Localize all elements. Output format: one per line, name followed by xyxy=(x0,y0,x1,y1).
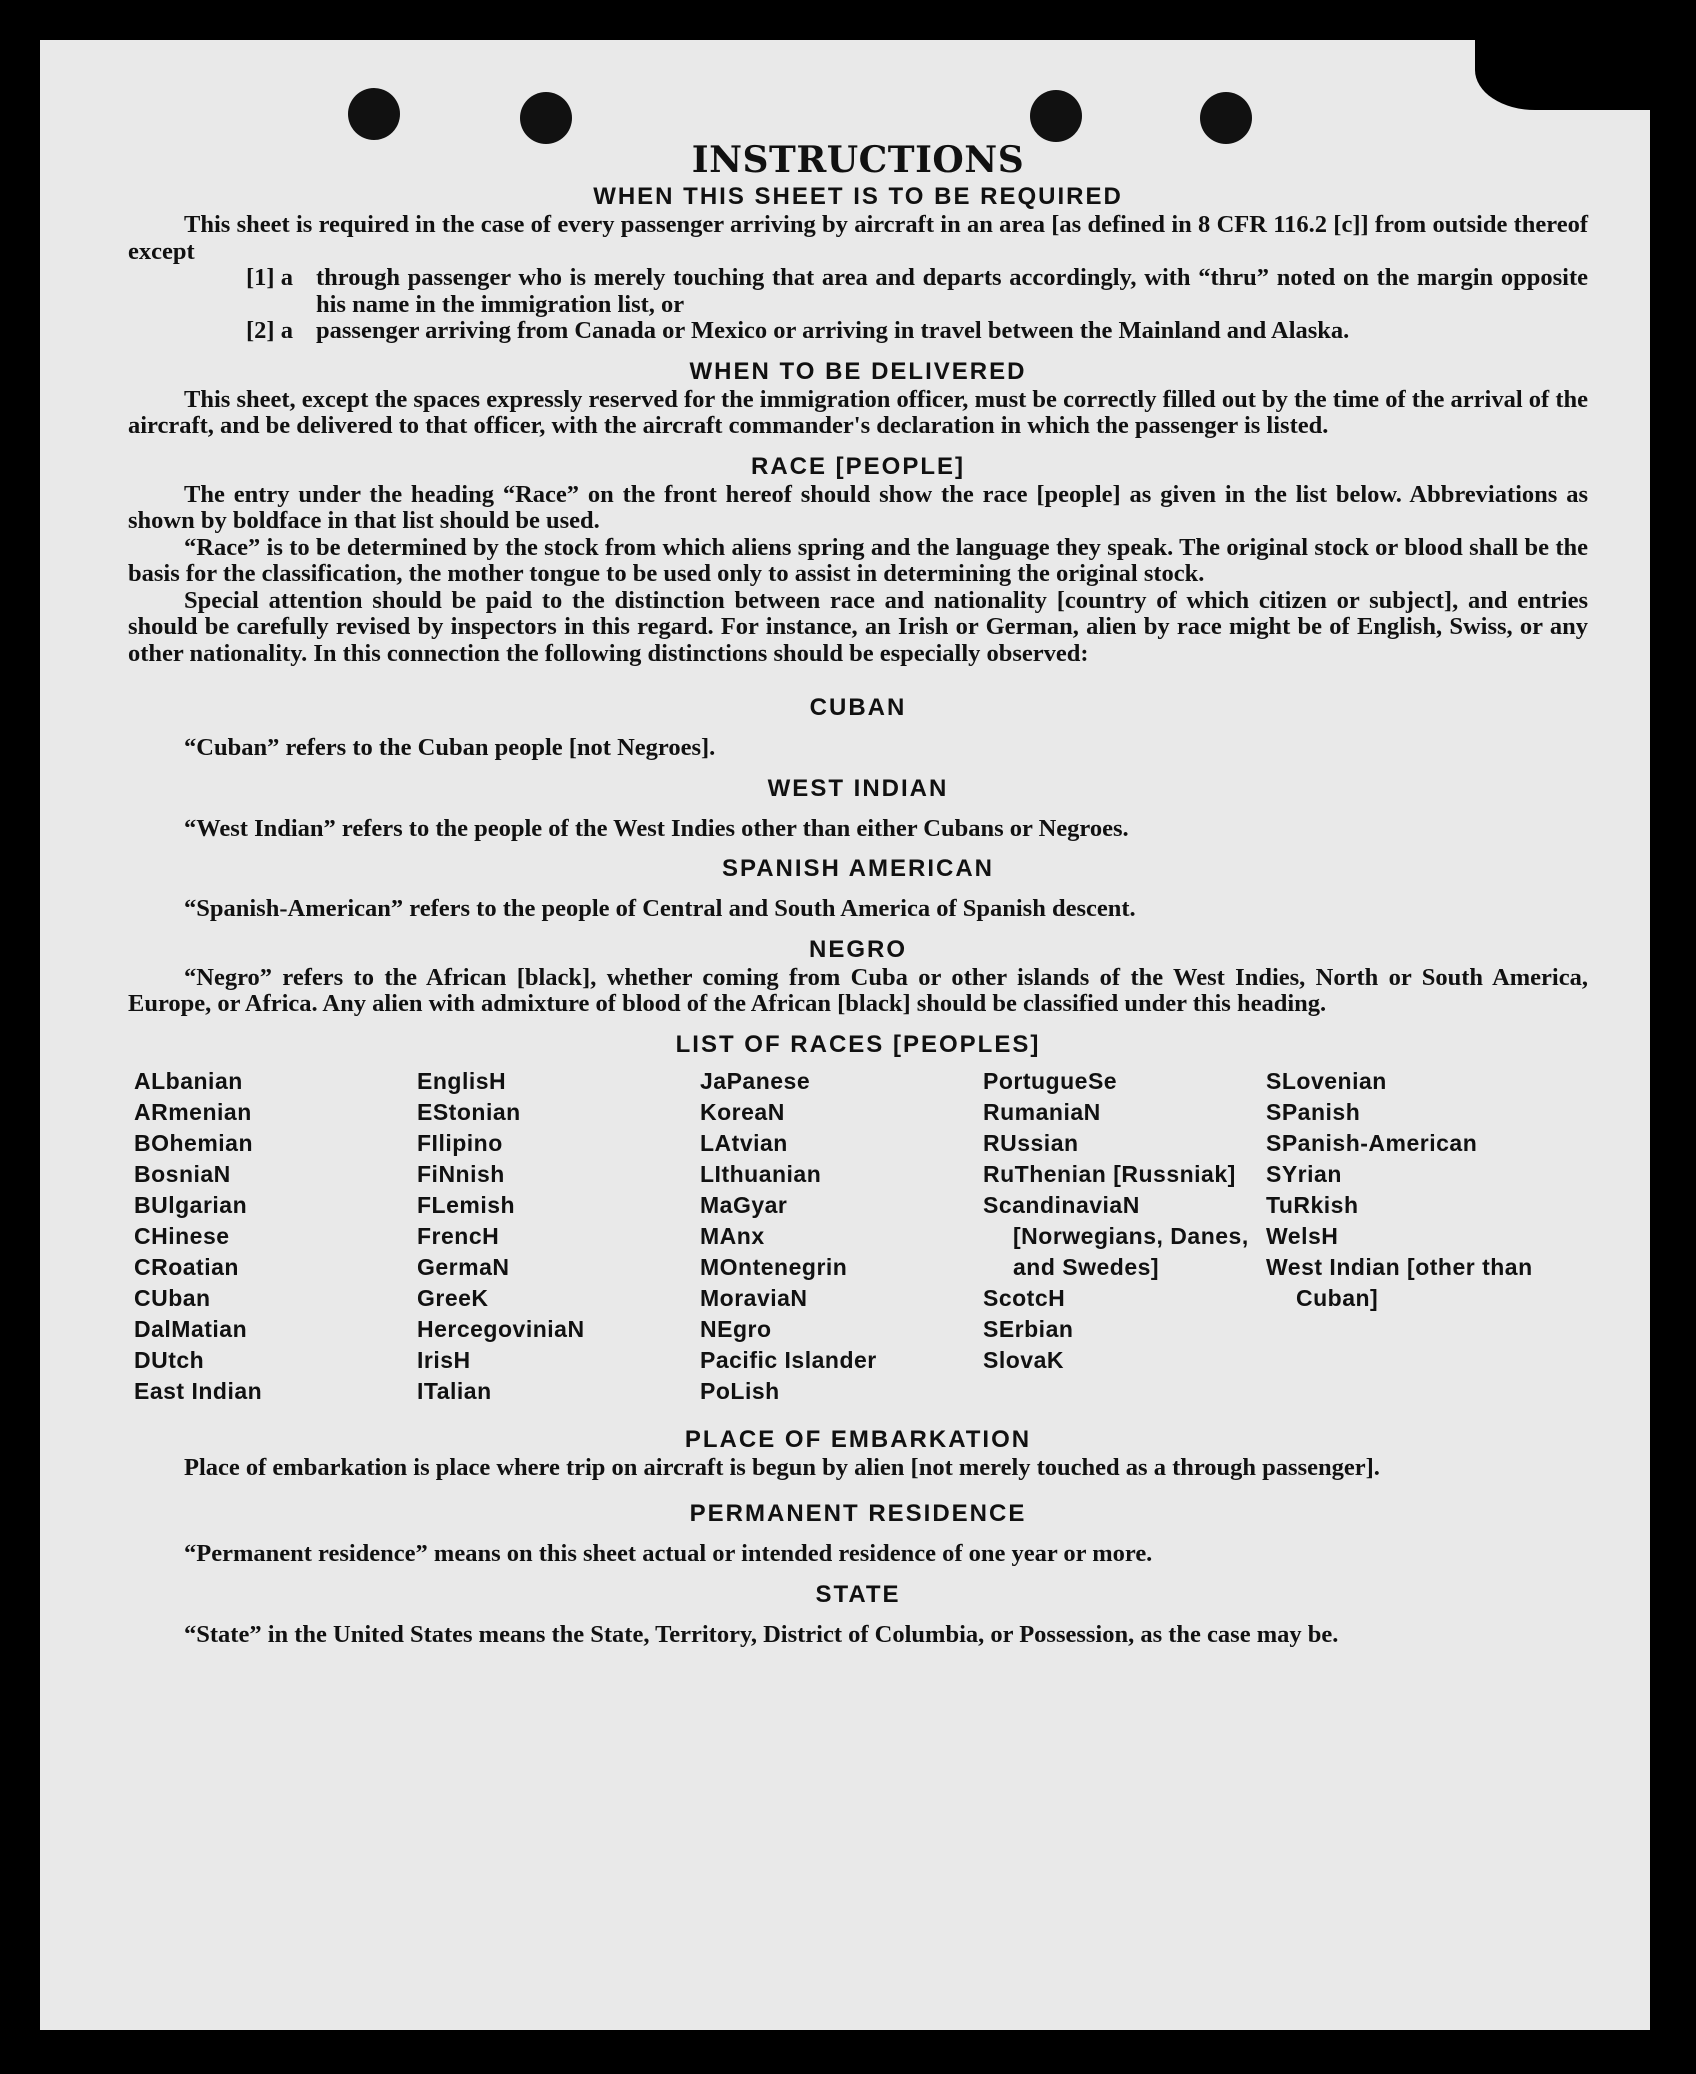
list-item: CRoatian xyxy=(134,1253,239,1280)
list-item: CHinese xyxy=(134,1222,230,1249)
heading-when-delivered: WHEN TO BE DELIVERED xyxy=(689,357,1027,385)
page-title: INSTRUCTIONS xyxy=(691,139,1025,181)
exception-item-1-text: through passenger who is merely touching that area and departs accordingly, with “thru” noted on the margin opposite his name in the immigration list, or xyxy=(316,264,1588,318)
document-sheet xyxy=(40,40,1650,2030)
spanish-american-text: “Spanish-American” refers to the people of Central and South America of Spanish descent. xyxy=(184,895,1136,922)
list-item: PortugueSe xyxy=(983,1067,1118,1094)
heading-race: RACE [PEOPLE] xyxy=(750,452,965,480)
exception-item-2-text: passenger arriving from Canada or Mexico or arriving in travel between the Mainland and Alaska. xyxy=(316,317,1350,344)
exception-item-1-number: [1] a xyxy=(246,264,293,291)
races-column-5 xyxy=(1266,1066,1549,1407)
list-item: ARmenian xyxy=(134,1098,252,1125)
exception-item-2 xyxy=(128,318,1588,345)
list-item: West Indian [other than Cuban] xyxy=(1266,1253,1533,1311)
list-item: SYrian xyxy=(1266,1160,1342,1187)
list-item: LIthuanian xyxy=(700,1160,822,1187)
heading-negro: NEGRO xyxy=(808,935,907,963)
list-item: FIlipino xyxy=(417,1129,503,1156)
torn-corner xyxy=(1475,40,1650,110)
list-item: ITalian xyxy=(417,1377,492,1404)
list-item: MOntenegrin xyxy=(700,1253,848,1280)
heading-state: STATE xyxy=(815,1580,901,1608)
punch-hole xyxy=(348,88,400,140)
permanent-residence-text: “Permanent residence” means on this sheet actual or intended residence of one year or more. xyxy=(184,1540,1153,1567)
negro-text: “Negro” refers to the African [black], whether coming from Cuba or other islands of the West Indies, North or South America, Europe, or Africa. Any alien with admixture of blood of the African [black] should be classified under this heading. xyxy=(128,963,1588,1017)
heading-spanish-american: SPANISH AMERICAN xyxy=(721,855,994,882)
list-item: SPanish xyxy=(1266,1098,1361,1125)
races-column-2 xyxy=(417,1066,700,1407)
race-paragraph-3: Special attention should be paid to the distinction between race and nationality [country of which citizen or subject], and entries should be carefully revised by inspectors in this regard. For instance, an Irish or German, alien by race might be of English, Swiss, or any other nationality. In this connection the following distinctions should be especially observed: xyxy=(128,586,1588,667)
list-item: ScandinaviaN [Norwegians, Danes, and Swedes] xyxy=(983,1191,1249,1280)
list-item: HercegoviniaN xyxy=(417,1315,585,1342)
list-item: ALbanian xyxy=(134,1067,243,1094)
races-column-1 xyxy=(134,1066,417,1407)
list-item: GreeK xyxy=(417,1284,489,1311)
list-item: Pacific Islander xyxy=(700,1346,877,1373)
exception-item-1 xyxy=(128,265,1588,318)
when-required-intro: This sheet is required in the case of every passenger arriving by aircraft in an area [as defined in 8 CFR 116.2 [c]] from outside thereof except xyxy=(128,211,1588,265)
list-item: SLovenian xyxy=(1266,1067,1387,1094)
heading-embarkation: PLACE OF EMBARKATION xyxy=(684,1425,1032,1453)
list-item: CUban xyxy=(134,1284,211,1311)
punch-hole xyxy=(1030,90,1082,142)
exception-item-2-number: [2] a xyxy=(246,317,293,344)
list-item: EnglisH xyxy=(417,1067,507,1094)
embarkation-text: Place of embarkation is place where trip on aircraft is begun by alien [not merely touched as a through passenger]. xyxy=(184,1453,1380,1481)
list-of-races xyxy=(128,1066,1588,1407)
list-item: RUssian xyxy=(983,1129,1079,1156)
list-item: SPanish-American xyxy=(1266,1129,1478,1156)
list-item: JaPanese xyxy=(700,1067,811,1094)
punch-hole xyxy=(1200,92,1252,144)
west-indian-text: “West Indian” refers to the people of the West Indies other than either Cubans or Negroes. xyxy=(184,814,1129,842)
list-item: ScotcH xyxy=(983,1284,1066,1311)
when-delivered-text: This sheet, except the spaces expressly reserved for the immigration officer, must be correctly filled out by the time of the arrival of the aircraft, and be delivered to that officer, with the aircraft commander's declaration in which the passenger is listed. xyxy=(128,385,1588,439)
list-item: DUtch xyxy=(134,1346,205,1373)
heading-list-of-races: LIST OF RACES [PEOPLES] xyxy=(675,1030,1041,1058)
list-item: FrencH xyxy=(417,1222,500,1249)
list-item: SlovaK xyxy=(983,1346,1064,1373)
heading-cuban: CUBAN xyxy=(809,694,907,721)
list-item: RuThenian [Russniak] xyxy=(983,1160,1236,1187)
heading-when-required: WHEN THIS SHEET IS TO BE REQUIRED xyxy=(593,183,1123,210)
heading-west-indian: WEST INDIAN xyxy=(767,774,949,802)
list-item: NEgro xyxy=(700,1315,772,1342)
list-item: MaGyar xyxy=(700,1191,788,1218)
races-column-4 xyxy=(983,1066,1266,1407)
list-item: PoLish xyxy=(700,1377,780,1404)
race-paragraph-2: “Race” is to be determined by the stock from which aliens spring and the language they speak. The original stock or blood shall be the basis for the classification, the mother tongue to be used only to assist in determining the original stock. xyxy=(128,533,1588,587)
list-item: LAtvian xyxy=(700,1129,788,1156)
instructions-body xyxy=(128,138,1588,1648)
list-item: BOhemian xyxy=(134,1129,254,1156)
list-item: BUlgarian xyxy=(134,1191,248,1218)
list-item: MoraviaN xyxy=(700,1284,808,1311)
list-item: MAnx xyxy=(700,1222,765,1249)
list-item: RumaniaN xyxy=(983,1098,1101,1125)
list-item: IrisH xyxy=(417,1346,471,1373)
list-item: SErbian xyxy=(983,1315,1074,1342)
list-item: EStonian xyxy=(417,1098,521,1125)
list-item: East Indian xyxy=(134,1377,263,1404)
heading-permanent-residence: PERMANENT RESIDENCE xyxy=(689,1500,1027,1527)
list-item: DalMatian xyxy=(134,1315,248,1342)
punch-hole xyxy=(520,92,572,144)
races-column-3 xyxy=(700,1066,983,1407)
list-item: FiNnish xyxy=(417,1160,505,1187)
list-item: BosniaN xyxy=(134,1160,231,1187)
state-text: “State” in the United States means the State, Territory, District of Columbia, or Possession, as the case may be. xyxy=(184,1620,1339,1648)
race-paragraph-1: The entry under the heading “Race” on the front hereof should show the race [people] as given in the list below. Abbreviations as shown by boldface in that list should be used. xyxy=(128,480,1588,534)
cuban-text: “Cuban” refers to the Cuban people [not Negroes]. xyxy=(184,734,716,761)
list-item: KoreaN xyxy=(700,1098,785,1125)
list-item: WelsH xyxy=(1266,1222,1339,1249)
list-item: TuRkish xyxy=(1266,1191,1359,1218)
list-item: FLemish xyxy=(417,1191,516,1218)
list-item: GermaN xyxy=(417,1253,510,1280)
